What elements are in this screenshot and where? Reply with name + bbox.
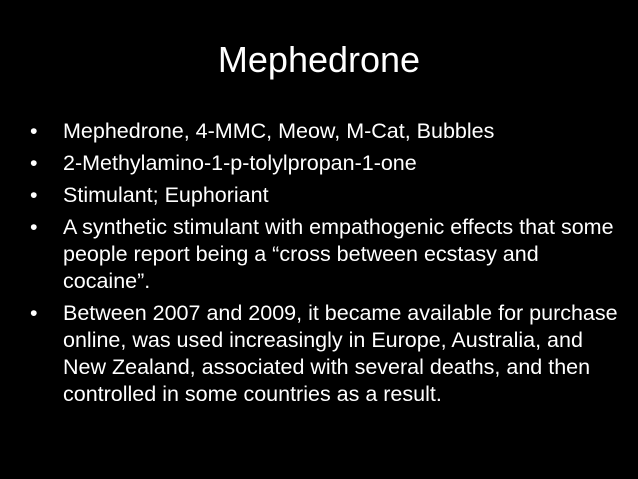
bullet-text: Mephedrone, 4-MMC, Meow, M-Cat, Bubbles bbox=[63, 119, 495, 143]
bullet-item-names bbox=[30, 118, 620, 145]
bullet-item-history bbox=[30, 300, 620, 408]
bullet-list bbox=[30, 118, 620, 413]
bullet-dot-icon: • bbox=[30, 151, 38, 175]
bullet-item-chemical-name bbox=[30, 150, 620, 177]
bullet-text: 2-Methylamino-1-p-tolylpropan-1-one bbox=[63, 151, 417, 175]
bullet-dot-icon: • bbox=[30, 301, 38, 325]
bullet-dot-icon: • bbox=[30, 119, 38, 143]
bullet-text: Stimulant; Euphoriant bbox=[63, 183, 269, 207]
bullet-item-description bbox=[30, 214, 620, 295]
slide-title: Mephedrone bbox=[217, 39, 421, 80]
bullet-dot-icon: • bbox=[30, 215, 38, 239]
bullet-text: A synthetic stimulant with empathogenic effects that some people report being a “cross between ecstasy and cocaine”. bbox=[63, 215, 614, 293]
bullet-item-class bbox=[30, 182, 620, 209]
bullet-dot-icon: • bbox=[30, 183, 38, 207]
bullet-text: Between 2007 and 2009, it became available for purchase online, was used increasingly in Europe, Australia, and New Zealand, associated with several deaths, and then controlled in some countries as a result. bbox=[63, 301, 618, 406]
